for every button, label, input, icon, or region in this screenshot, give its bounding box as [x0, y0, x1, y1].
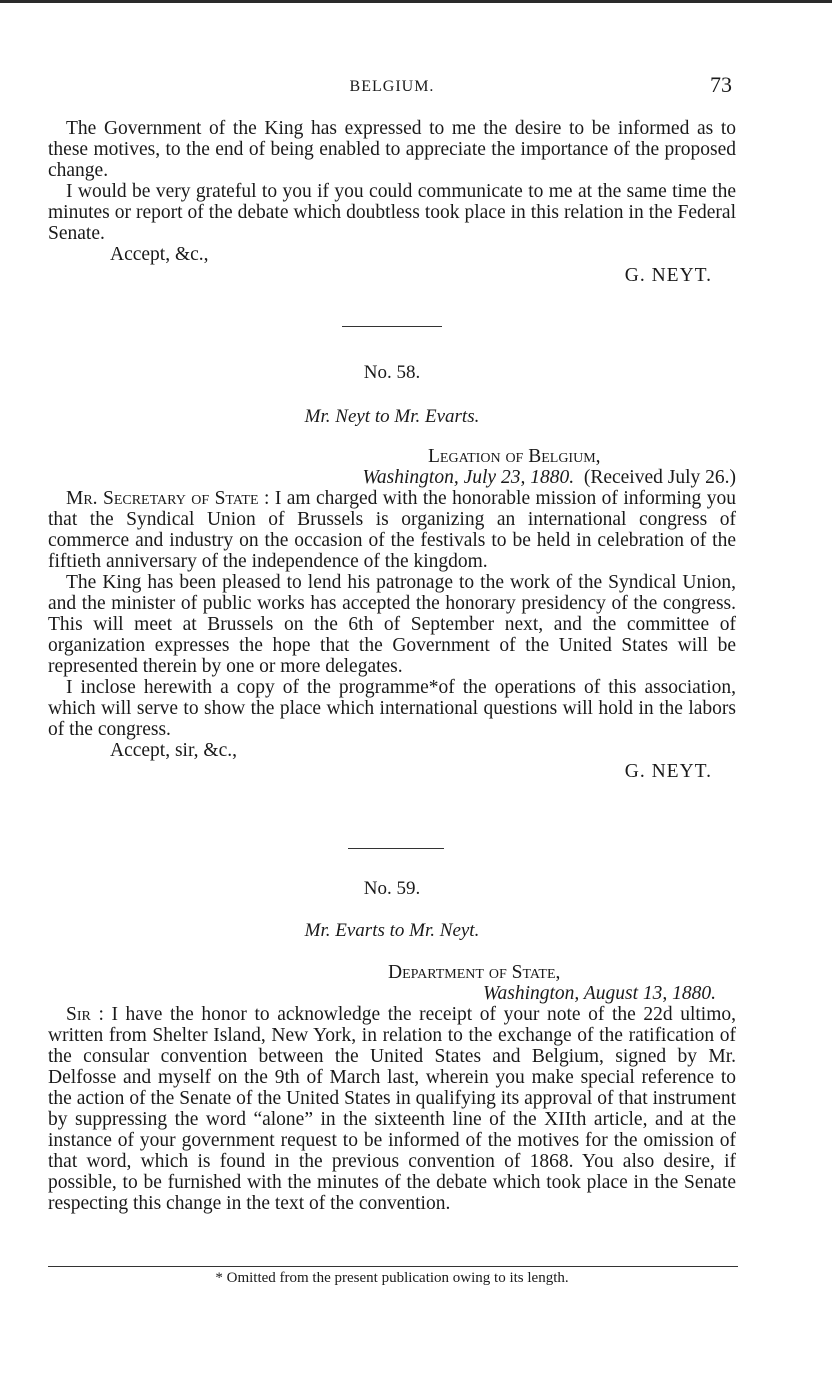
paragraph-text: I have the honor to acknowledge the receipt of your note of the 22d ultimo, written from Shelter Island, New York, in relation to the exchange of the ratification of the consular convention between the United States and Belgium, signed by Mr. Delfosse and myself on the 9th of March last, wherein you make special reference to the action of the Senate of the United States in qualifying its approval of that instrument by suppressing the word “alone” in the sixteenth line of the XIIth article, and at the instance of your government request to be informed of the motives for the omission of that word, which is found in the previous convention of 1868. You also desire, if possible, to be furnished with the minutes of the debate which took place in the Senate respecting this change in the text of the convention. [48, 1004, 737, 1214]
top-edge-rule [0, 0, 832, 3]
closing: Accept, sir, &c., [110, 740, 238, 761]
letter-59 [48, 962, 736, 1214]
document-number: No. 58. [363, 362, 421, 383]
section-divider [342, 326, 442, 327]
page-header [48, 72, 736, 102]
date-line: Washington, August 13, 1880. [483, 983, 716, 1004]
date-line [48, 467, 736, 488]
footnote-rule [48, 1266, 738, 1267]
place-line: Department of State, [388, 962, 561, 983]
document-title: Mr. Evarts to Mr. Neyt. [304, 920, 480, 941]
date: Washington, July 23, 1880. [362, 467, 575, 488]
paragraph-text: I am charged with the honorable mission of informing you that the Syndical Union of Brussels is organizing an international congress of commerce and industry on the occasion of the festivals to be held in celebration of the fiftieth anniversary of the independence of the kingdom. [48, 488, 736, 572]
received-note: (Received July 26.) [583, 467, 736, 488]
paragraph: The Government of the King has expressed to me the desire to be informed as to these motives, to the end of being enabled to appreciate the importance of the proposed change. [48, 118, 736, 181]
paragraph [48, 1004, 736, 1214]
salutation: Mr. Secretary of State : [66, 488, 270, 509]
paragraph: I would be very grateful to you if you could communicate to me at the same time the minutes or report of the debate which doubtless took place in this relation in the Federal Senate. [48, 181, 736, 244]
paragraph: The King has been pleased to lend his patronage to the work of the Syndical Union, and the minister of public works has accepted the honorary presidency of the congress. This will meet at Brussels on the 6th of September next, and the committee of organization expresses the hope that the Government of the United States will be represented therein by one or more delegates. [48, 572, 736, 677]
closing: Accept, &c., [110, 244, 209, 265]
page-number: 73 [710, 72, 732, 97]
document-number: No. 59. [363, 878, 421, 899]
letter-continuation [48, 118, 736, 286]
paragraph [48, 488, 736, 572]
footnote: * Omitted from the present publication owing to its length. [215, 1270, 569, 1286]
salutation: Sir : [66, 1004, 104, 1025]
running-head: BELGIUM. [349, 78, 435, 95]
section-divider [348, 848, 444, 849]
place-line: Legation of Belgium, [428, 446, 601, 467]
paragraph: I inclose herewith a copy of the programme*of the operations of this association, which will serve to show the place which international questions will hold in the labors of the congress. [48, 677, 736, 740]
signature: G. NEYT. [624, 761, 712, 782]
signature: G. NEYT. [624, 265, 712, 286]
letter-58 [48, 446, 736, 782]
document-title: Mr. Neyt to Mr. Evarts. [304, 406, 480, 427]
